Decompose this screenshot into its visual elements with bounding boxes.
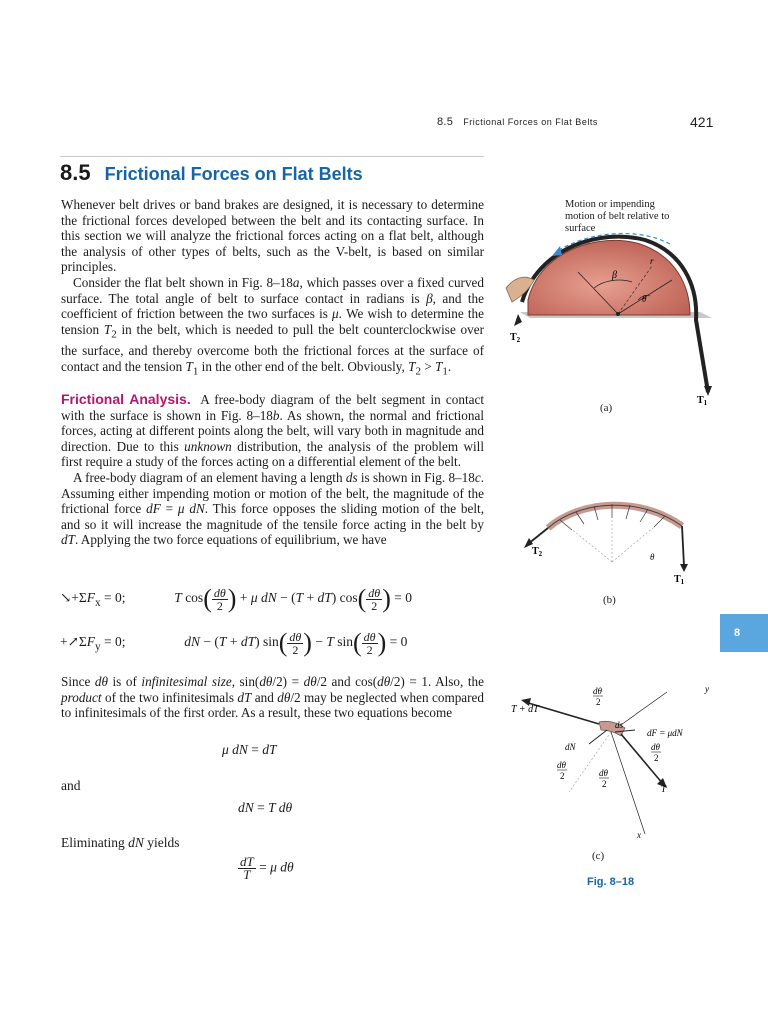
chapter-thumb-tab: 8 bbox=[720, 614, 768, 652]
svg-text:dθ: dθ bbox=[651, 742, 660, 752]
paragraph-5: Since dθ is of infinitesimal size, sin(dθ/2) = dθ/2 and cos(dθ/2) = 1. Also, the product of the two infinitesimals dT and dθ/2 may be neglected when compared to infinitesimals of the first order. As a result, these two equations become bbox=[61, 674, 484, 721]
section-number: 8.5 bbox=[60, 160, 91, 185]
t-label: T bbox=[661, 784, 667, 794]
paragraph-2: Consider the flat belt shown in Fig. 8–18a, which passes over a fixed curved surface. The total angle of belt to surface contact in radians is β, and the coefficient of friction between the two surfaces is μ. We wish to determine the tension $T_2$ in the belt, which is needed to pull the belt counterclockwise over the surface, and thereby overcome both the frictional forces at the surface of contact and the tension $T_1$ in the other end of the belt. Obviously, $T_2 > T_1$. bbox=[61, 274, 484, 378]
paragraph-3: Frictional Analysis. A free-body diagram of the belt segment in contact with the surface is shown in Fig. 8–18b. As shown, the normal and frictional forces, acting at different points along the belt, will vary both in magnitude and direction. Due to this unknown distribution, the analysis of the problem will first require a study of the forces acting on a differential element of the belt. bbox=[61, 391, 485, 470]
paragraph-4: A free-body diagram of an element having a length ds is shown in Fig. 8–18c. Assuming either impending motion or motion of the belt, the magnitude of the frictional force dF = μ dN. This force opposes the sliding motion of the belt, and so it will increase the magnitude of the tensile force acting in the belt by dT. Applying the two force equations of equilibrium, we have bbox=[61, 469, 484, 548]
figure-b-fbd bbox=[520, 492, 710, 592]
section-title bbox=[60, 160, 363, 186]
paragraph-1: Whenever belt drives or band brakes are designed, it is necessary to determine the frictional forces developed between the belt and its contacting surface. In this section we will analyze the frictional forces acting on a flat belt, although the analysis of other types of belts, such as the V-belt, is based on similar principles. bbox=[61, 197, 484, 275]
header-rule bbox=[60, 156, 484, 157]
t1-arrow-b bbox=[682, 526, 684, 566]
simplification-text bbox=[61, 674, 484, 721]
theta-label: θ bbox=[642, 294, 647, 304]
svg-text:dθ: dθ bbox=[557, 760, 566, 770]
equation-dt-over-t: $\frac{dT}{T}$ = μ dθ bbox=[240, 854, 294, 882]
equation-mudn: μ dN = dT bbox=[222, 742, 277, 757]
df-label: dF = μdN bbox=[647, 728, 683, 738]
r-label: r bbox=[650, 256, 654, 266]
figure-a-belt-drum bbox=[500, 230, 730, 410]
caption-b: (b) bbox=[603, 594, 616, 606]
y-label: y bbox=[705, 684, 709, 694]
and-label: and bbox=[61, 778, 81, 793]
x-label: x bbox=[637, 830, 641, 840]
svg-text:2: 2 bbox=[560, 771, 565, 781]
theta-label-b: θ bbox=[650, 552, 655, 562]
figure-c-element bbox=[505, 684, 720, 844]
beta-label: β bbox=[612, 270, 617, 281]
t-plus-dt-label: T + dT bbox=[511, 704, 539, 715]
svg-text:2: 2 bbox=[602, 779, 607, 789]
x-axis bbox=[611, 732, 645, 834]
analysis-text bbox=[61, 392, 484, 548]
figure-label: Fig. 8–18 bbox=[587, 876, 635, 888]
motion-note: Motion or impending motion of belt relative to surface bbox=[565, 199, 670, 234]
t1-label-b: $T_1$ bbox=[674, 574, 685, 586]
equation-dn: dN = T dθ bbox=[238, 800, 293, 815]
motion-arrowhead-icon bbox=[552, 246, 562, 256]
belt-segment-b bbox=[548, 505, 682, 528]
section-name: Frictional Forces on Flat Belts bbox=[104, 164, 363, 184]
svg-text:2: 2 bbox=[596, 697, 601, 707]
t1-arrowhead-icon bbox=[704, 386, 712, 396]
t2-arrowhead-icon bbox=[514, 314, 522, 326]
intro-text bbox=[61, 197, 484, 380]
svg-text:dθ: dθ bbox=[593, 686, 602, 696]
svg-text:2: 2 bbox=[654, 753, 659, 763]
eliminating-label: Eliminating dN yields bbox=[61, 835, 180, 850]
running-head bbox=[437, 116, 598, 128]
t2-label-b: $T_2$ bbox=[532, 546, 543, 558]
running-head-title: Frictional Forces on Flat Belts bbox=[463, 117, 598, 127]
dn-arrow bbox=[589, 730, 607, 744]
page-number: 421 bbox=[690, 114, 714, 130]
dn-label: dN bbox=[565, 742, 576, 752]
ds-label: ds bbox=[615, 720, 624, 730]
running-head-section: 8.5 bbox=[437, 116, 454, 128]
equation-sum-fx: $↘+\Sigma F_x = 0$; T cos( $\frac{d\theta}{2}$ ) + μ dN − (T + dT) cos( $\frac{d\theta}{2}$ ) = 0 bbox=[60, 584, 412, 613]
t2-label-a: $T_2$ bbox=[510, 332, 521, 344]
caption-a: (a) bbox=[600, 402, 613, 414]
caption-c: (c) bbox=[592, 850, 605, 862]
frictional-analysis-heading: Frictional Analysis. bbox=[61, 391, 191, 407]
svg-text:dθ: dθ bbox=[599, 768, 608, 778]
t1-label-a: $T_1$ bbox=[697, 395, 708, 407]
equation-sum-fy: $+↗\Sigma F_y = 0$; dN − (T + dT) sin( $\frac{d\theta}{2}$ ) − T sin( $\frac{d\theta}{2}$ ) = 0 bbox=[60, 628, 408, 657]
